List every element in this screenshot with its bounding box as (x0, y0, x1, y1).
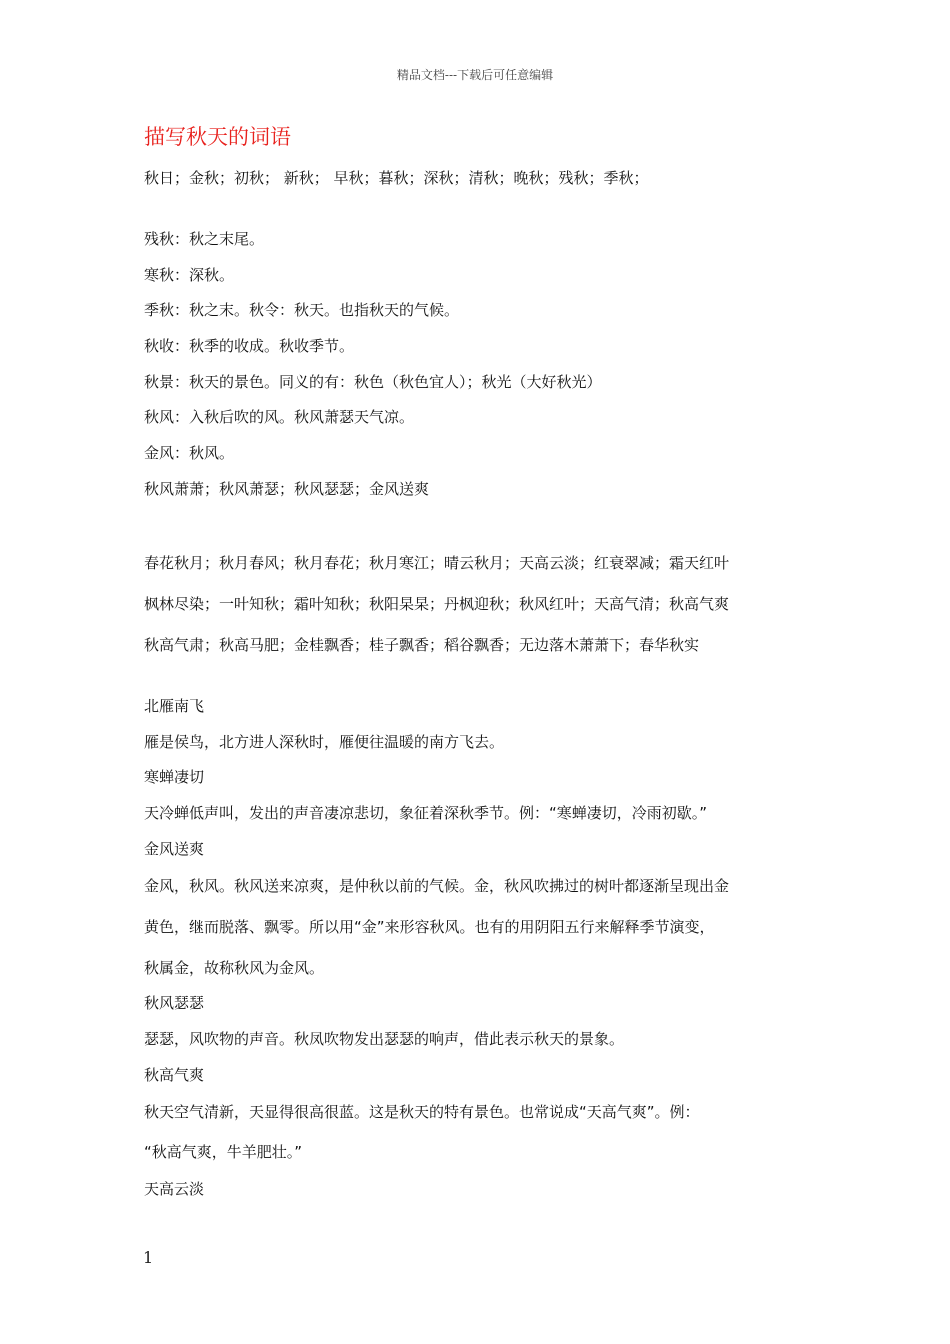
text-line: 寒蝉凄切 (144, 768, 205, 786)
page-number: 1 (143, 1248, 154, 1267)
text-line: 秋属金，故称秋风为金风。 (144, 959, 325, 977)
text-line: 秋景：秋天的景色。同义的有：秋色（秋色宜人）；秋光（大好秋光） (144, 373, 602, 391)
text-line: 秋风萧萧；秋风萧瑟；秋风瑟瑟；金风送爽 (144, 480, 430, 498)
text-line: 秋高气肃；秋高马肥；金桂飘香；桂子飘香；稻谷飘香；无边落木萧萧下；春华秋实 (144, 636, 700, 654)
text-line: 秋收：秋季的收成。秋收季节。 (144, 337, 355, 355)
text-line: 季秋：秋之末。秋令：秋天。也指秋天的气候。 (144, 301, 460, 319)
text-line: 雁是侯鸟，北方进人深秋时，雁便往温暖的南方飞去。 (144, 733, 505, 751)
text-line: 秋风：入秋后吹的风。秋风萧瑟天气凉。 (144, 408, 415, 426)
text-line: 黄色，继而脱落、飘零。所以用“金”来形容秋风。也有的用阴阳五行来解释季节演变， (144, 918, 715, 936)
text-line: 金风：秋风。 (144, 444, 235, 462)
text-line: 秋高气爽 (144, 1066, 205, 1084)
text-line: 春花秋月；秋月春风；秋月春花；秋月寒江；晴云秋月；天高云淡；红衰翠减；霜天红叶 (144, 554, 730, 572)
text-line: 枫林尽染；一叶知秋；霜叶知秋；秋阳杲杲；丹枫迎秋；秋风红叶；天高气清；秋高气爽 (144, 595, 730, 613)
text-line: 寒秋：深秋。 (144, 266, 235, 284)
text-line: 金风，秋风。秋风送来凉爽，是仲秋以前的气候。金，秋风吹拂过的树叶都逐渐呈现出金 (144, 877, 730, 895)
text-line: 北雁南飞 (144, 697, 205, 715)
text-line: 瑟瑟，风吹物的声音。秋凤吹物发出瑟瑟的响声，借此表示秋天的景象。 (144, 1030, 625, 1048)
text-line: 残秋：秋之末尾。 (144, 230, 265, 248)
text-line: “秋高气爽，牛羊肥壮。” (144, 1143, 303, 1161)
text-line: 秋日；金秋；初秋； 新秋； 早秋；暮秋；深秋；清秋；晚秋；残秋；季秋； (144, 169, 649, 187)
text-line: 天高云淡 (144, 1180, 205, 1198)
text-line: 秋天空气清新，天显得很高很蓝。这是秋天的特有景色。也常说成“天高气爽”。例： (144, 1103, 700, 1121)
document-title: 描写秋天的词语 (144, 125, 291, 149)
page-header: 精品文档---下载后可任意编辑 (396, 68, 554, 82)
text-line: 天冷蝉低声叫，发出的声音凄凉悲切，象征着深秋季节。例：“寒蝉凄切，冷雨初歇。” (144, 804, 708, 822)
text-line: 秋风瑟瑟 (144, 994, 205, 1012)
text-line: 金风送爽 (144, 840, 205, 858)
